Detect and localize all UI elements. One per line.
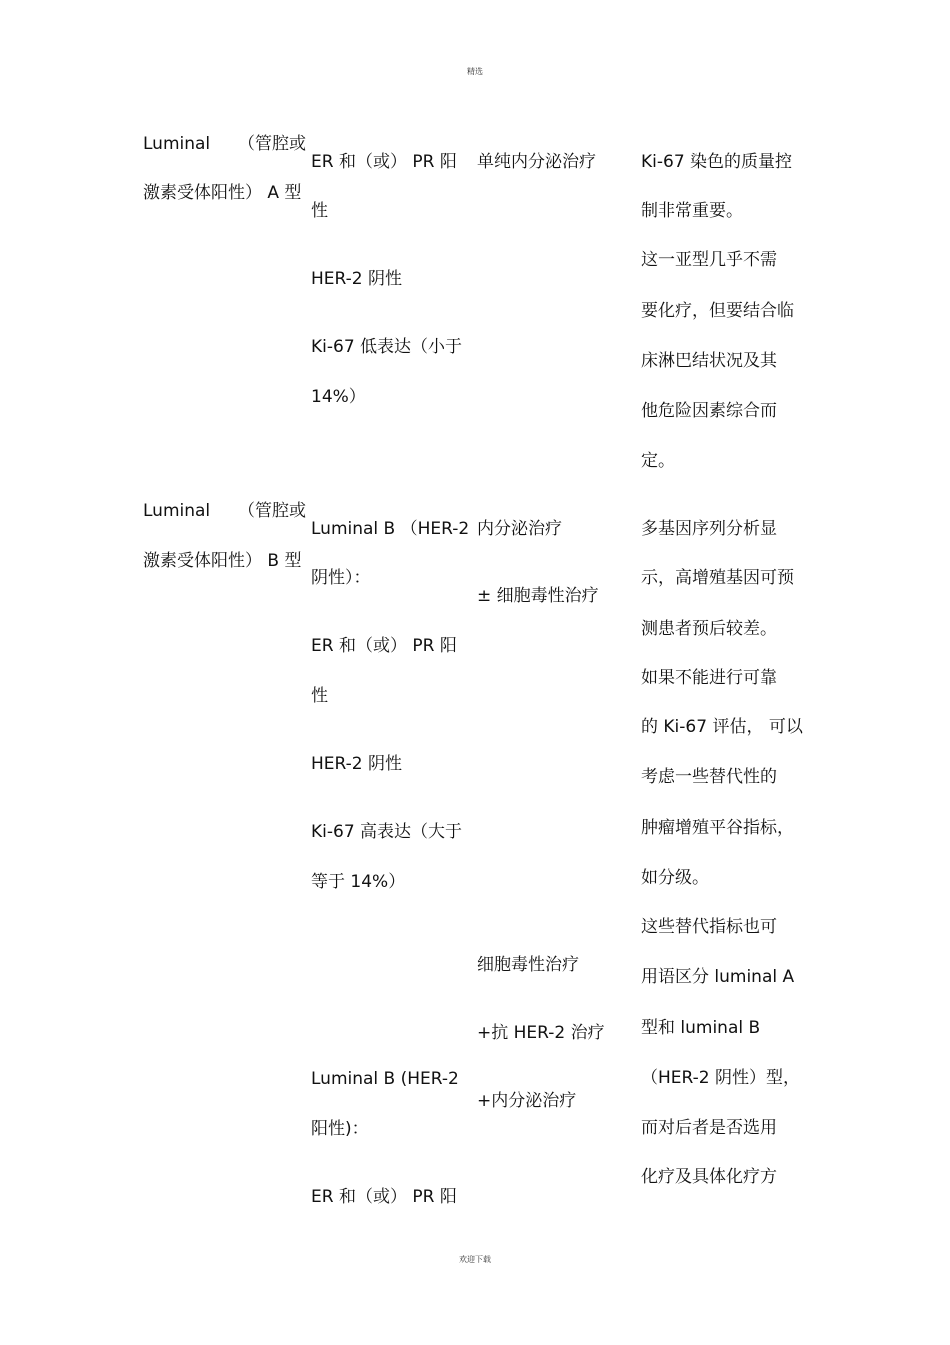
luminal-a-treatment-line: 单纯内分泌治疗 — [477, 152, 596, 172]
luminal-a-notes-line: Ki-67 染色的质量控 — [641, 152, 793, 172]
luminal-b-notes-line: 型和 luminal B — [641, 1018, 761, 1038]
luminal-a-subtype-type: 激素受体阳性） A 型 — [143, 183, 302, 203]
luminal-a-notes-line: 这一亚型几乎不需 — [641, 250, 777, 270]
luminal-b-definition-line: 等于 14%） — [311, 872, 406, 892]
luminal-b-definition-line: 阴性）： — [311, 568, 371, 588]
luminal-b-notes-line: （HER-2 阴性）型， — [641, 1068, 801, 1088]
luminal-a-notes-line: 床淋巴结状况及其 — [641, 351, 777, 371]
luminal-b-treatment-line: +内分泌治疗 — [477, 1091, 577, 1111]
luminal-a-notes-line: 他危险因素综合而 — [641, 401, 777, 421]
luminal-a-notes-line: 定。 — [641, 451, 675, 471]
luminal-a-definition-line: Ki-67 低表达（小于 — [311, 337, 463, 357]
luminal-b-notes-line: 这些替代指标也可 — [641, 917, 777, 937]
luminal-b-notes-line: 多基因序列分析显 — [641, 519, 777, 539]
luminal-b-notes-line: 化疗及具体化疗方 — [641, 1167, 777, 1187]
luminal-a-definition-line: HER-2 阴性 — [311, 269, 403, 289]
luminal-b-definition-line: ER 和（或） PR 阳 — [311, 636, 457, 656]
luminal-b-subtype-type: 激素受体阳性） B 型 — [143, 551, 302, 571]
luminal-a-subtype-paren: （管腔或 — [238, 134, 306, 154]
luminal-b-definition-line: HER-2 阴性 — [311, 754, 403, 774]
luminal-a-definition-line: 14%） — [311, 387, 366, 407]
luminal-a-notes-line: 要化疗，但要结合临 — [641, 301, 794, 321]
luminal-b-definition-line: ER 和（或） PR 阳 — [311, 1187, 457, 1207]
luminal-b-definition-line: Luminal B (HER-2 — [311, 1069, 459, 1089]
page-footer: 欢迎下载 — [459, 1255, 491, 1264]
luminal-b-subtype-word: Luminal — [143, 501, 211, 521]
luminal-b-treatment-line: 细胞毒性治疗 — [477, 955, 579, 975]
luminal-b-notes-line: 示，高增殖基因可预 — [641, 568, 794, 588]
luminal-b-treatment-line: +抗 HER-2 治疗 — [477, 1023, 605, 1043]
luminal-b-notes-line: 用语区分 luminal A — [641, 967, 795, 987]
luminal-b-treatment-line: 内分泌治疗 — [477, 519, 562, 539]
luminal-b-notes-line: 测患者预后较差。 — [641, 619, 777, 639]
luminal-b-treatment-line: ± 细胞毒性治疗 — [477, 586, 599, 606]
luminal-b-subtype-paren: （管腔或 — [238, 501, 306, 521]
luminal-b-notes-line: 的 Ki-67 评估， 可以 — [641, 717, 803, 737]
luminal-a-definition-line: ER 和（或） PR 阳 — [311, 152, 457, 172]
luminal-b-notes-line: 如分级。 — [641, 868, 709, 888]
luminal-a-subtype-word: Luminal — [143, 134, 211, 154]
luminal-b-definition-line: 阳性)： — [311, 1119, 369, 1139]
page-header: 精选 — [467, 67, 483, 76]
luminal-a-definition-line: 性 — [311, 201, 328, 221]
luminal-a-notes-line: 制非常重要。 — [641, 201, 743, 221]
luminal-b-definition-line: 性 — [311, 686, 328, 706]
luminal-b-notes-line: 如果不能进行可靠 — [641, 668, 777, 688]
luminal-b-definition-line: Luminal B （HER-2 — [311, 519, 470, 539]
luminal-b-notes-line: 而对后者是否选用 — [641, 1118, 777, 1138]
luminal-b-notes-line: 考虑一些替代性的 — [641, 767, 777, 787]
luminal-b-notes-line: 肿瘤增殖平谷指标， — [641, 818, 794, 838]
luminal-b-definition-line: Ki-67 高表达（大于 — [311, 822, 463, 842]
